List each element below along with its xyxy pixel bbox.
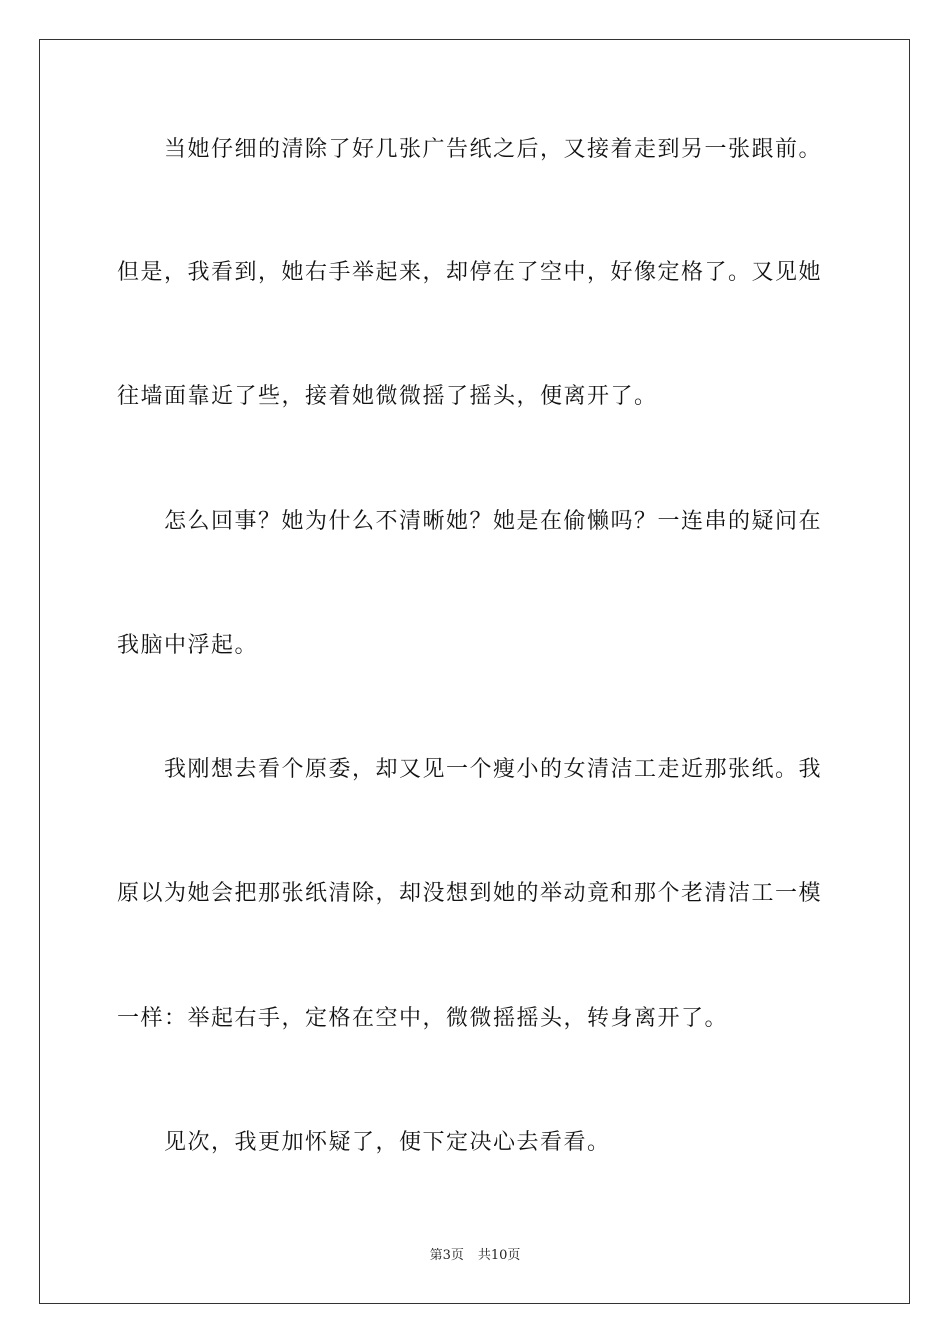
- text-line: 但是，我看到，她右手举起来，却停在了空中，好像定格了。又见她: [117, 260, 823, 285]
- total-pages: 共10页: [477, 1248, 521, 1263]
- text-line: 我刚想去看个原委，却又见一个瘦小的女清洁工走近那张纸。我: [164, 757, 823, 782]
- text-line: 一样：举起右手，定格在空中，微微摇摇头，转身离开了。: [117, 1006, 729, 1031]
- text-line: 往墙面靠近了些，接着她微微摇了摇头，便离开了。: [117, 384, 658, 409]
- page-number: 第3页: [429, 1248, 464, 1263]
- page-footer: [0, 1247, 950, 1265]
- page-frame: [39, 39, 910, 1304]
- text-line: 怎么回事？她为什么不清晰她？她是在偷懒吗？一连串的疑问在: [164, 509, 823, 534]
- text-line: 原以为她会把那张纸清除，却没想到她的举动竟和那个老清洁工一模: [117, 881, 823, 906]
- text-line: 当她仔细的清除了好几张广告纸之后，又接着走到另一张跟前。: [164, 137, 823, 162]
- text-line: 见次，我更加怀疑了，便下定决心去看看。: [164, 1130, 611, 1155]
- text-line: 我脑中浮起。: [117, 633, 259, 658]
